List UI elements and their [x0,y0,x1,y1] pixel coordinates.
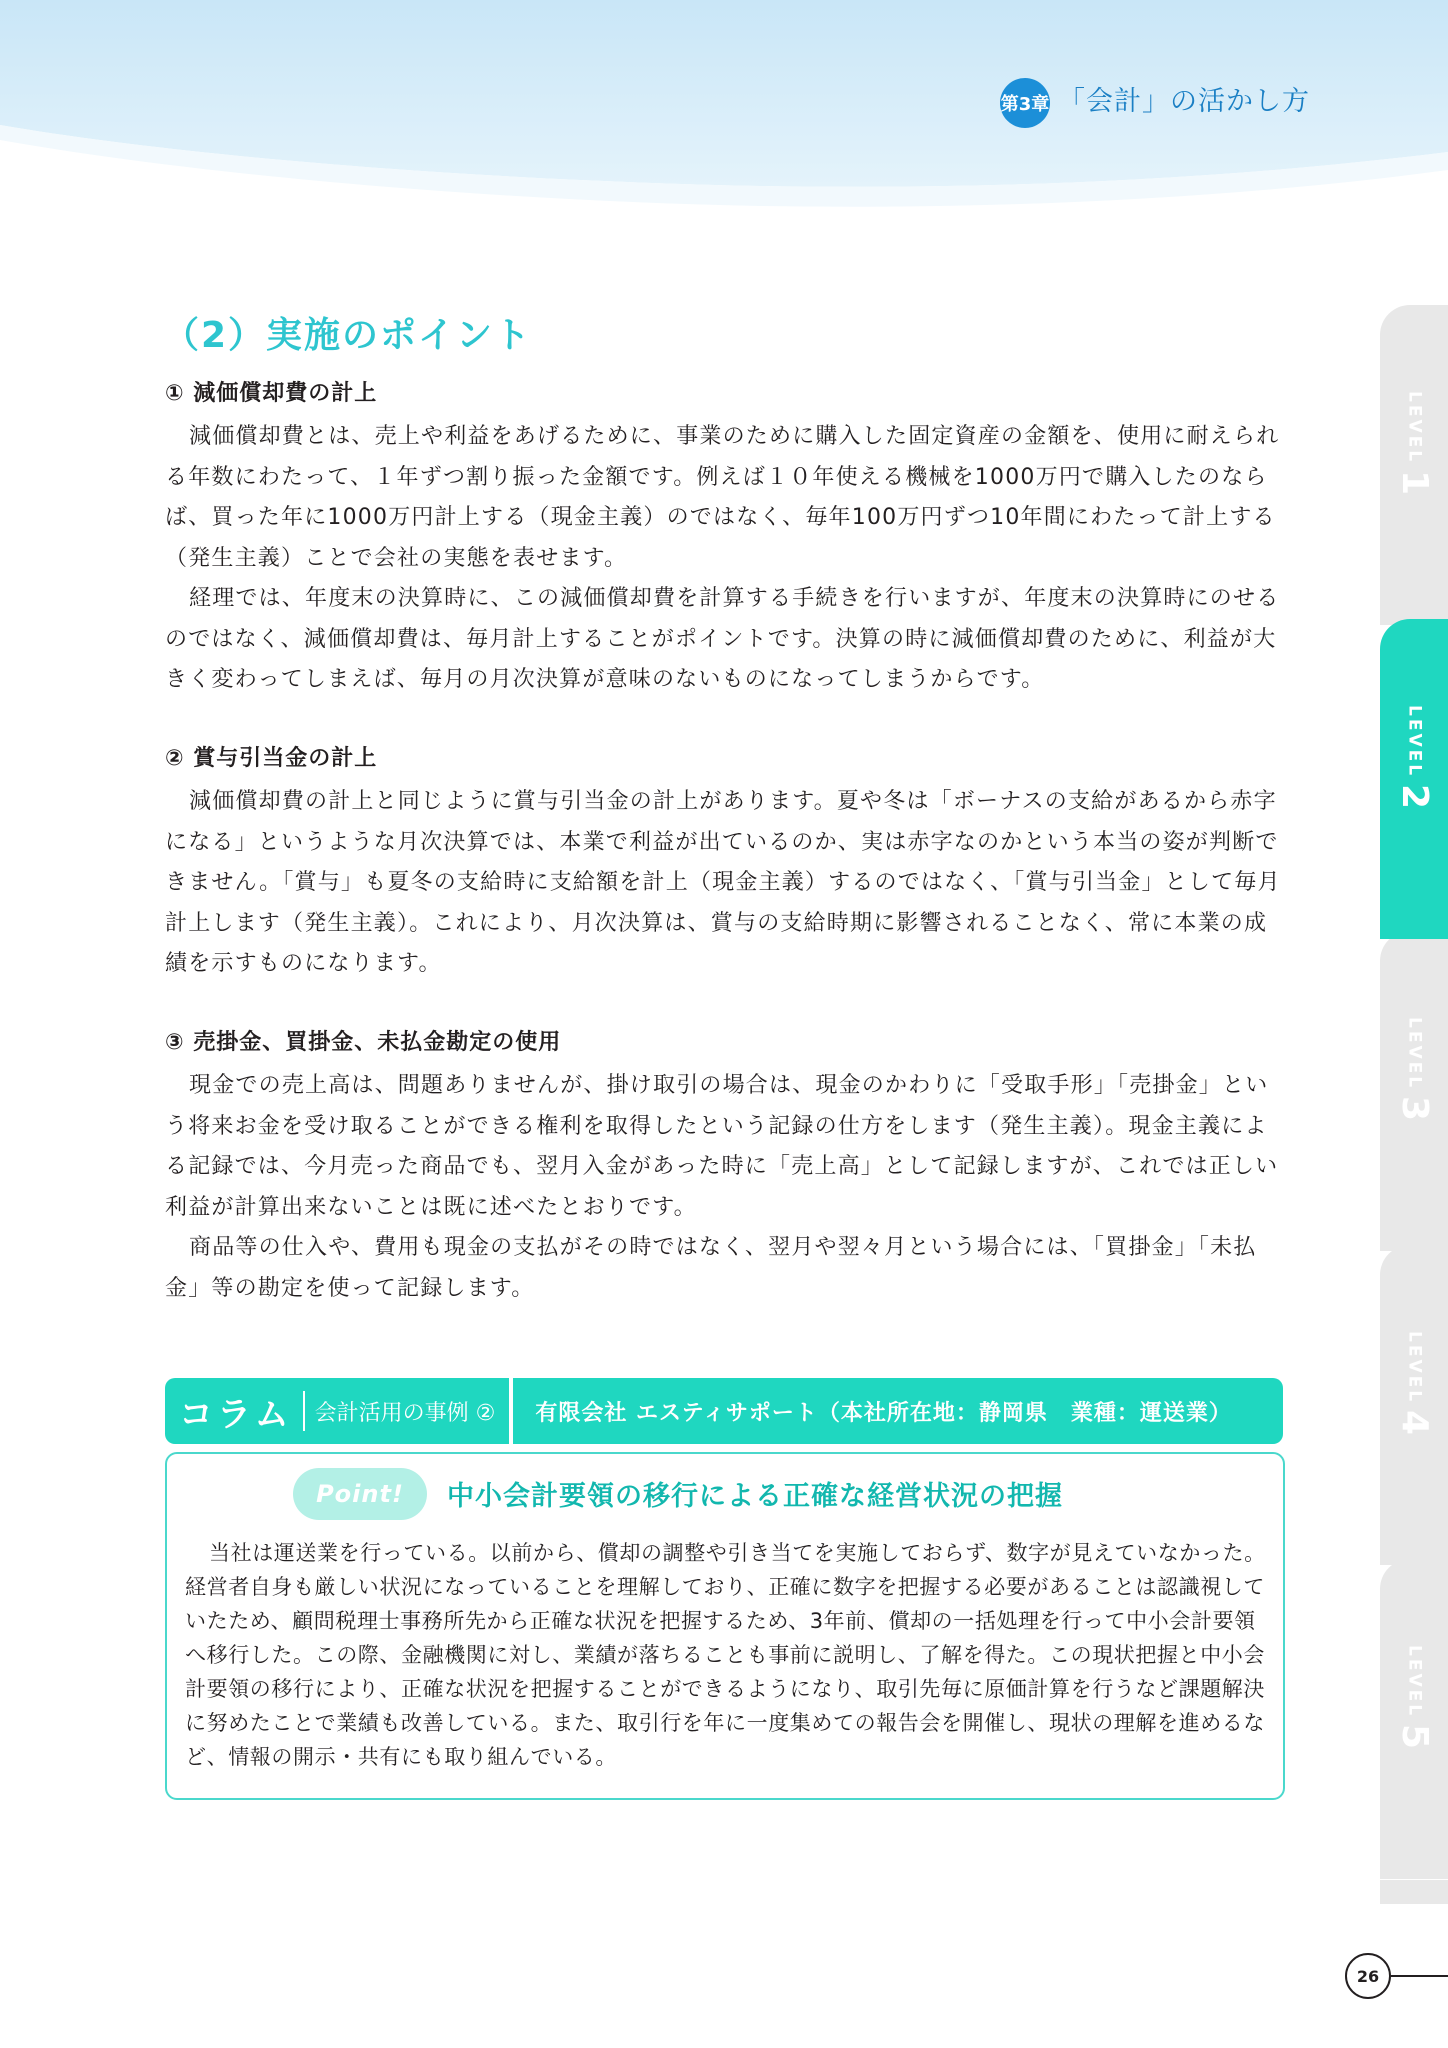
column-divider [509,1378,513,1444]
level-tabs-base [1380,1880,1448,1904]
level-tabs [1380,305,1448,1905]
column-subtitle: 会計活用の事例 ② [314,1400,496,1426]
level-tab-1[interactable] [1380,305,1448,625]
chapter-badge [1000,78,1050,128]
point-badge: Point! [293,1468,427,1520]
level-tab-number: 5 [1394,1724,1435,1750]
paragraph: 減価償却費とは、売上や利益をあげるために、事業のために購入した固定資産の金額を、使用に耐えられる年数にわたって、１年ずつ割り振った金額です。例えば１０年使える機械を1000万円で購入したのならば、買った年に1000万円計上する（現金主義）のではなく、毎年100万円ずつ10年間にわたって計上する（発生主義）ことで会社の実態を表せます。 [165,424,1280,571]
column-label: コラム [179,1394,293,1435]
level-tab-word: LEVEL [1404,1017,1425,1091]
level-tab-number: 4 [1394,1410,1435,1436]
subsection-depreciation [165,377,1285,701]
subsection-title: ② 賞与引当金の計上 [165,746,378,771]
paragraph: 減価償却費の計上と同じように賞与引当金の計上があります。夏や冬は「ボーナスの支給があるから赤字になる」というような月次決算では、本業で利益が出ているのか、実は赤字なのかという本当の姿が判断できません。「賞与」も夏冬の支給時に支給額を計上（現金主義）するのではなく、「賞与引当金」として毎月計上します（発生主義）。これにより、月次決算は、賞与の支給時期に影響されることなく、常に本業の成績を示すものになります。 [165,789,1281,976]
chapter-title: 「会計」の活かし方 [1058,86,1310,117]
level-tab-word: LEVEL [1404,391,1425,465]
subsection-title: ① 減価償却費の計上 [165,381,378,406]
level-tab-word: LEVEL [1404,1645,1425,1719]
column-body-text: 当社は運送業を行っている。以前から、償却の調整や引き当てを実施しておらず、数字が見えていなかった。経営者自身も厳しい状況になっていることを理解しており、正確に数字を把握する必要があることは認識視していたため、顧問税理士事務所先から正確な状況を把握するため、3年前、償却の一括処理を行って中小会計要領へ移行した。この際、金融機関に対し、業績が落ちることも事前に説明し、了解を得た。この現状把握と中小会計要領の移行により、正確な状況を把握することができるようになり、取引先毎に原価計算を行うなど課題解決に努めたことで業績も改善している。また、取引行を年に一度集めての報告会を開催し、現状の理解を進めるなど、情報の開示・共有にも取り組んでいる。 [185,1541,1266,1769]
level-tab-number: 3 [1394,1096,1435,1122]
column-box [165,1452,1285,1800]
page-number-rule [1391,1975,1448,1977]
subsection-bonus-reserve [165,742,1285,985]
section-heading: （2）実施のポイント [163,315,533,356]
subsection-accounts [165,1026,1285,1309]
paragraph: 現金での売上高は、問題ありませんが、掛け取引の場合は、現金のかわりに「受取手形」「売掛金」という将来お金を受け取ることができる権利を取得したという記録の仕方をします（発生主義）。現金主義による記録では、今月売った商品でも、翌月入金があった時に「売上高」として記録しますが、これでは正しい利益が計算出来ないことは既に述べたとおりです。 [165,1073,1279,1220]
level-tab-2-active[interactable] [1380,619,1448,939]
point-heading: 中小会計要領の移行による正確な経営状況の把握 [447,1481,1063,1512]
level-tab-number: 2 [1394,784,1435,810]
level-tab-3[interactable] [1380,931,1448,1251]
paragraph: 経理では、年度末の決算時に、この減価償却費を計算する手続きを行いますが、年度末の決算時にのせるのではなく、減価償却費は、毎月計上することがポイントです。決算の時に減価償却費のために、利益が大きく変わってしまえば、毎月の月次決算が意味のないものになってしまうからです。 [165,586,1280,692]
subsection-title: ③ 売掛金、買掛金、未払金勘定の使用 [165,1030,562,1055]
page-number: 26 [1345,1953,1391,1999]
paragraph: 商品等の仕入や、費用も現金の支払がその時ではなく、翌月や翌々月という場合には、「買掛金」「未払金」等の勘定を使って記録します。 [165,1235,1257,1301]
level-tab-word: LEVEL [1404,1331,1425,1405]
level-tab-number: 1 [1394,470,1435,496]
column-company: 有限会社 エスティサポート（本社所在地：静岡県 業種：運送業） [535,1400,1232,1426]
level-tab-word: LEVEL [1404,705,1425,779]
chapter-badge-label: 第3章 [1000,94,1050,115]
level-tab-4[interactable] [1380,1245,1448,1565]
level-tab-5[interactable] [1380,1559,1448,1879]
column-header [165,1378,1283,1444]
column-divider [303,1391,305,1431]
